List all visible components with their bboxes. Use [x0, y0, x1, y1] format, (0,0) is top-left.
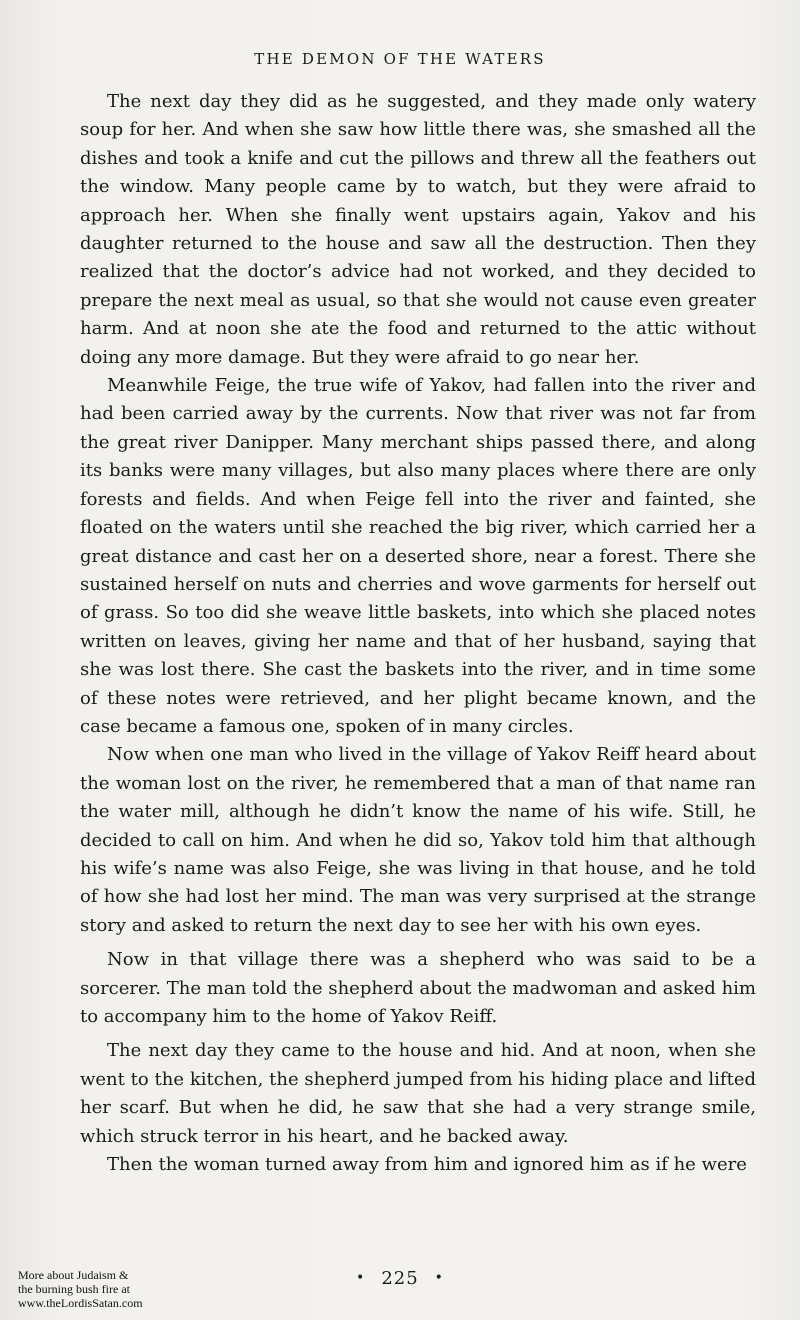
paragraph-4: Now in that village there was a shepherd who was said to be a sorcerer. The man told the shepherd about the madwoman and asked him to accompany him to the home of Yakov Reiff.	[80, 949, 756, 1027]
page-number: 225	[381, 1268, 419, 1289]
bullet-left: •	[356, 1270, 366, 1286]
bullet-right: •	[434, 1270, 444, 1286]
paragraph-1: The next day they did as he suggested, and they made only watery soup for her. And when she saw how little there was, she smashed all the dishes and took a knife and cut the pillows and threw all the feathers out the window. Many people came by to watch, but they were afraid to approach her. When she finally went upstairs again, Yakov and his daughter returned to the house and saw all the destruction. Then they realized that the doctor’s advice had not worked, and they decided to prepare the next meal as usual, so that she would not cause even greater harm. And at noon she ate the food and returned to the attic without doing any more damage. But they were afraid to go near her.	[80, 91, 756, 368]
paragraph-2: Meanwhile Feige, the true wife of Yakov, had fallen into the river and had been carried away by the currents. Now that river was not far from the great river Danipper. Many merchant ships passed there, and along its banks were many villages, but also many places where there are only forests and fields. And when Feige fell into the river and fainted, she floated on the waters until she reached the big river, which carried her a great distance and cast her on a deserted shore, near a forest. There she sustained herself on nuts and cherries and wove garments for herself out of grass. So too did she weave little baskets, into which she placed notes written on leaves, giving her name and that of her husband, saying that she was lost there. She cast the baskets into the river, and in time some of these notes were retrieved, and her plight became known, and the case became a famous one, spoken of in many circles.	[80, 375, 756, 737]
site-note-url[interactable]: www.theLordisSatan.com	[18, 1296, 143, 1310]
site-note	[18, 1268, 218, 1310]
paragraph-3: Now when one man who lived in the village of Yakov Reiff heard about the woman lost on the river, he remembered that a man of that name ran the water mill, although he didn’t know the name of his wife. Still, he decided to call on him. And when he did so, Yakov told him that although his wife’s name was also Feige, she was living in that house, and he told of how she had lost her mind. The man was very surprised at the strange story and asked to return the next day to see her with his own eyes.	[80, 744, 756, 936]
paragraph-6: Then the woman turned away from him and ignored him as if he were	[107, 1154, 747, 1176]
running-head: THE DEMON OF THE WATERS	[254, 50, 546, 68]
site-note-line-2: the burning bush fire at	[18, 1282, 130, 1296]
site-note-line-1: More about Judaism &	[18, 1268, 129, 1282]
paragraph-5: The next day they came to the house and hid. And at noon, when she went to the kitchen, the shepherd jumped from his hiding place and lifted her scarf. But when he did, he saw that she had a very strange smile, which struck terror in his heart, and he backed away.	[80, 1040, 756, 1147]
body-text	[80, 88, 756, 1179]
